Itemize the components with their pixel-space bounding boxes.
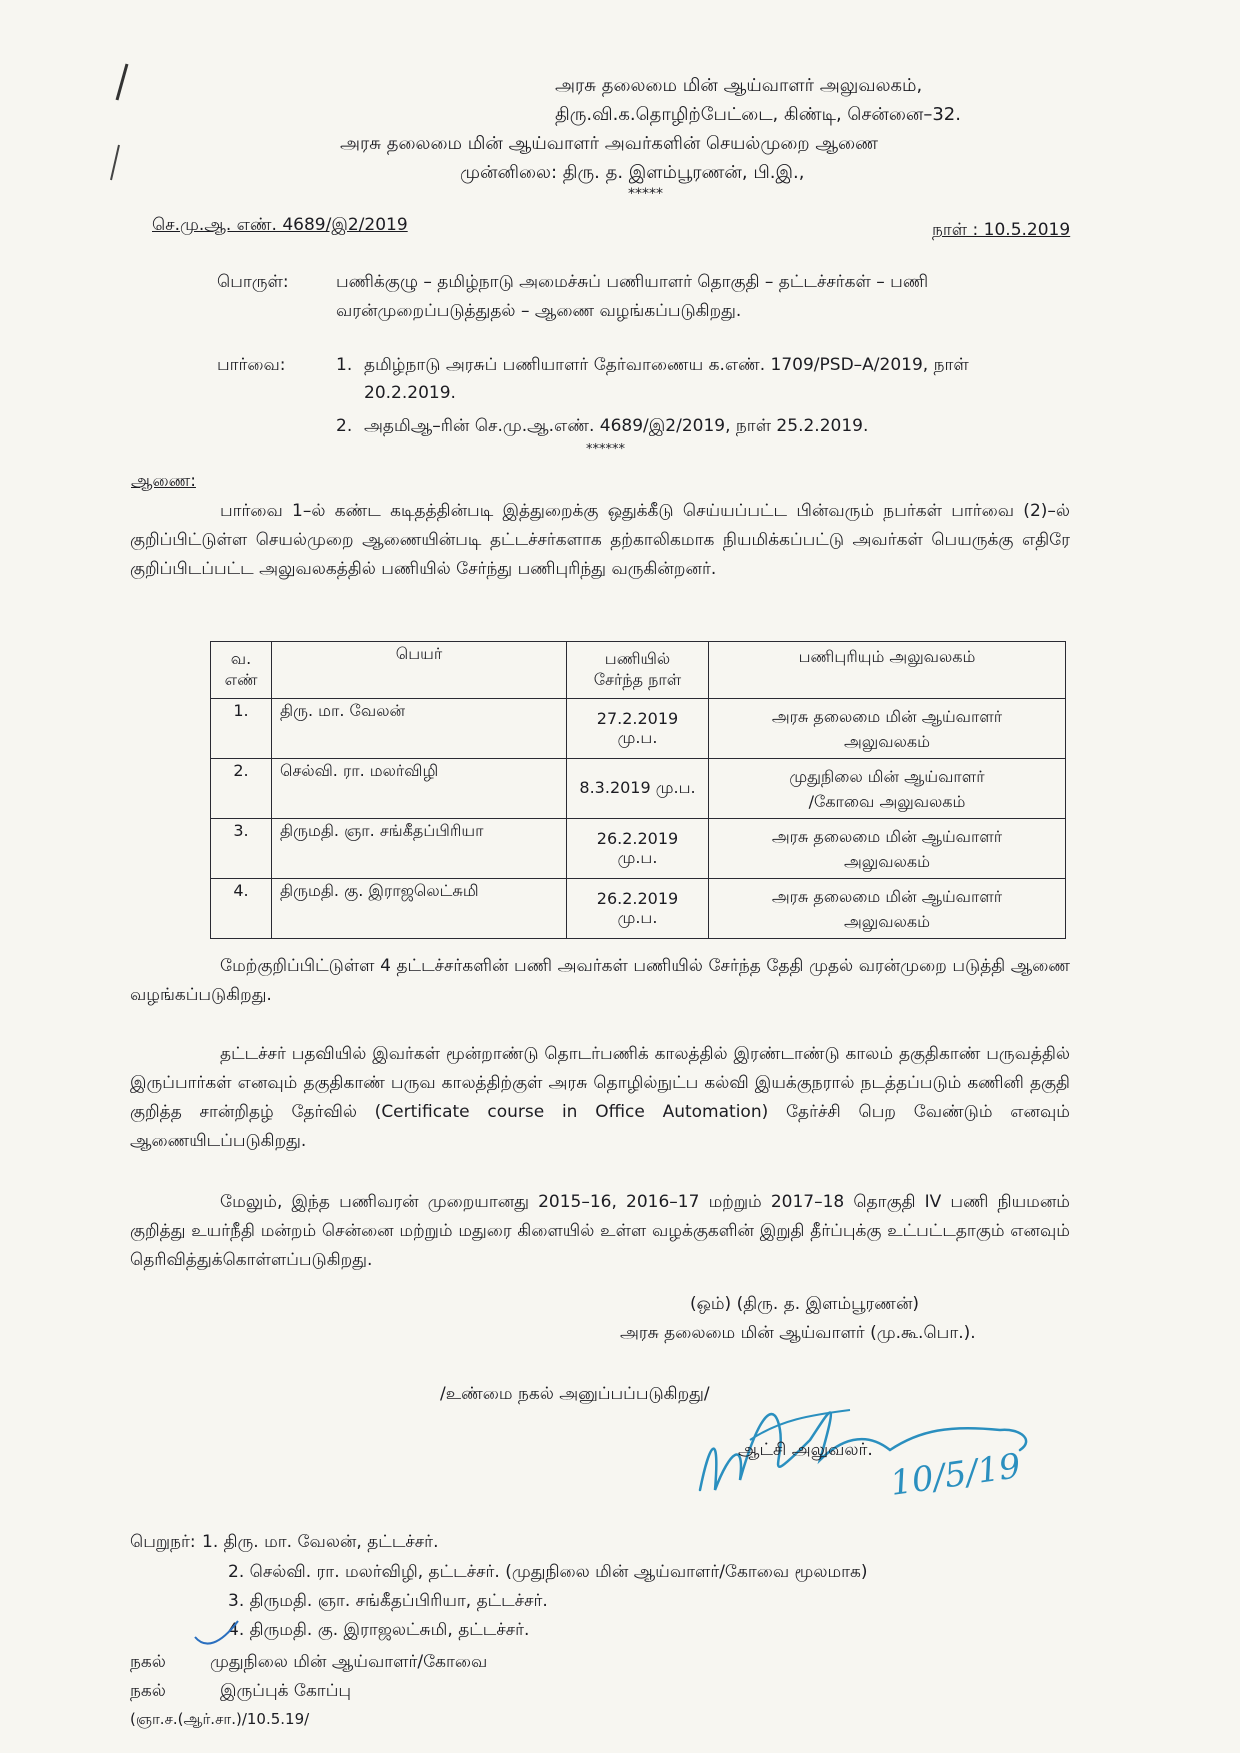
copy-to: இருப்புக் கோப்பு [220, 1681, 351, 1701]
row-office: அரசு தலைமை மின் ஆய்வாளர் அலுவலகம் [709, 879, 1066, 939]
references-label: பார்வை: [217, 355, 286, 375]
copy-label: நகல் [130, 1681, 166, 1701]
row-name: திரு. மா. வேலன் [272, 699, 567, 759]
paragraph-appointment: பார்வை 1–ல் கண்ட கடிதத்தின்படி இத்துறைக்கு ஒதுக்கீடு செய்யப்பட்ட பின்வரும் நபர்கள் பார்வை (2)–ல் குறிப்பிட்டுள்ள செயல்முறை ஆணையின்படி தட்டச்சர்களாக தற்காலிகமாக நியமிக்கப்பட்டு அவர்கள் பெயருக்கு எதிரே குறிப்பிடப்பட்ட அலுவலகத்தில் பணியில் சேர்ந்து பணிபுரிந்து வருகின்றனர். [130, 501, 1070, 579]
references-stars: ****** [586, 442, 625, 457]
table-header-row [211, 642, 1066, 699]
row-office: அரசு தலைமை மின் ஆய்வாளர் அலுவலகம் [709, 819, 1066, 879]
pen-tick-icon [190, 1615, 250, 1655]
row-join-date: 26.2.2019 மு.ப. [567, 879, 709, 939]
order-heading: ஆணை: [131, 471, 196, 491]
recipient-item: 2. செல்வி. ரா. மலர்விழி, தட்டச்சர். (முதுநிலை மின் ஆய்வாளர்/கோவை மூலமாக) [228, 1562, 868, 1582]
order-date: நாள் : 10.5.2019 [932, 220, 1071, 240]
row-office: முதுநிலை மின் ஆய்வாளர் /கோவை அலுவலகம் [709, 759, 1066, 819]
recipient-item: 4. திருமதி. கு. இராஜலட்சுமி, தட்டச்சர். [228, 1620, 530, 1640]
table-row [211, 879, 1066, 939]
row-name: திருமதி. ஞா. சங்கீதப்பிரியா [272, 819, 567, 879]
reference-1-line-1: தமிழ்நாடு அரசுப் பணியாளர் தேர்வாணைய க.எண். 1709/PSD–A/2019, நாள் [364, 355, 969, 375]
signatory-designation: அரசு தலைமை மின் ஆய்வாளர் (மு.கூ.பொ.). [620, 1323, 976, 1343]
row-join-date: 8.3.2019 மு.ப. [567, 759, 709, 819]
row-name: திருமதி. கு. இராஜலெட்சுமி [272, 879, 567, 939]
header-office-name: அரசு தலைமை மின் ஆய்வாளர் அலுவலகம், [555, 75, 923, 96]
recipients-label: பெறுநர்: [130, 1532, 196, 1552]
subject-label: பொருள்: [217, 272, 289, 292]
staff-table [210, 641, 1066, 939]
header-stars: ***** [628, 186, 663, 202]
reference-2-number: 2. [336, 416, 353, 436]
copy-to: முதுநிலை மின் ஆய்வாளர்/கோவை [210, 1652, 488, 1672]
signatory-name: (ஒம்) (திரு. த. இளம்பூரணன்) [690, 1294, 920, 1314]
column-header-office: பணிபுரியும் அலுவலகம் [709, 642, 1066, 699]
table-row [211, 819, 1066, 879]
copy-label: நகல் [130, 1652, 166, 1672]
table-row [211, 759, 1066, 819]
margin-pen-mark-icon [105, 60, 135, 190]
row-sno: 1. [211, 699, 272, 759]
officer-designation: ஆட்சி அலுவலர். [738, 1440, 873, 1460]
column-header-sno: வ. எண் [211, 642, 272, 699]
row-sno: 4. [211, 879, 272, 939]
reference-2-line-1: அதமிஆ–ரின் செ.மு.ஆ.எண். 4689/இ2/2019, நாள் 25.2.2019. [364, 416, 869, 436]
header-order-title: அரசு தலைமை மின் ஆய்வாளர் அவர்களின் செயல்முறை ஆணை [340, 133, 879, 154]
subject-line-1: பணிக்குழு – தமிழ்நாடு அமைச்சுப் பணியாளர் தொகுதி – தட்டச்சர்கள் – பணி [336, 272, 929, 292]
header-office-address: திரு.வி.க.தொழிற்பேட்டை, கிண்டி, சென்னை–32. [555, 104, 961, 125]
column-header-name: பெயர் [272, 642, 567, 699]
handwritten-date: 10/5/19 [887, 1446, 1024, 1504]
row-sno: 3. [211, 819, 272, 879]
recipient-item: 3. திருமதி. ஞா. சங்கீதப்பிரியா, தட்டச்சர். [228, 1591, 548, 1611]
recipient-item: 1. திரு. மா. வேலன், தட்டச்சர். [202, 1532, 439, 1552]
reference-1-line-2: 20.2.2019. [364, 383, 456, 403]
row-office: அரசு தலைமை மின் ஆய்வாளர் அலுவலகம் [709, 699, 1066, 759]
table-row [211, 699, 1066, 759]
row-join-date: 27.2.2019 மு.ப. [567, 699, 709, 759]
column-header-join-date: பணியில் சேர்ந்த நாள் [567, 642, 709, 699]
paragraph-court-cases: மேலும், இந்த பணிவரன் முறையானது 2015–16, 2016–17 மற்றும் 2017–18 தொகுதி IV பணி நியமனம் குறித்து உயர்நீதி மன்றம் சென்னை மற்றும் மதுரை கிளையில் உள்ள வழக்குகளின் இறுதி தீர்ப்புக்கு உட்பட்டதாகும் எனவும் தெரிவித்துக்கொள்ளப்படுகிறது. [130, 1192, 1070, 1270]
row-sno: 2. [211, 759, 272, 819]
paragraph-regularisation: மேற்குறிப்பிட்டுள்ள 4 தட்டச்சர்களின் பணி அவர்கள் பணியில் சேர்ந்த தேதி முதல் வரன்முறை படுத்தி ஆணை வழங்கப்படுகிறது. [130, 956, 1070, 1005]
row-join-date: 26.2.2019 மு.ப. [567, 819, 709, 879]
header-presence: முன்னிலை: திரு. த. இளம்பூரணன், பி.இ., [460, 162, 805, 183]
reference-number: செ.மு.ஆ. எண். 4689/இ2/2019 [152, 215, 408, 235]
subject-line-2: வரன்முறைப்படுத்துதல் – ஆணை வழங்கப்படுகிறது. [336, 301, 742, 321]
true-copy-note: /உண்மை நகல் அனுப்பப்படுகிறது/ [440, 1384, 710, 1404]
row-name: செல்வி. ரா. மலர்விழி [272, 759, 567, 819]
paragraph-probation: தட்டச்சர் பதவியில் இவர்கள் மூன்றாண்டு தொடர்பணிக் காலத்தில் இரண்டாண்டு காலம் தகுதிகாண் பருவத்தில் இருப்பார்கள் எனவும் தகுதிகாண் பருவ காலத்திற்குள் அரசு தொழில்நுட்ப கல்வி இயக்குநரால் நடத்தப்படும் கணினி தகுதி குறித்த சான்றிதழ் தேர்வில் (Certificate course in Office Automation) தேர்ச்சி பெற வேண்டும் எனவும் ஆணையிடப்படுகிறது. [130, 1044, 1070, 1151]
reference-1-number: 1. [336, 355, 353, 375]
footer-code: (ஞா.ச.(ஆர்.சா.)/10.5.19/ [130, 1710, 310, 1728]
